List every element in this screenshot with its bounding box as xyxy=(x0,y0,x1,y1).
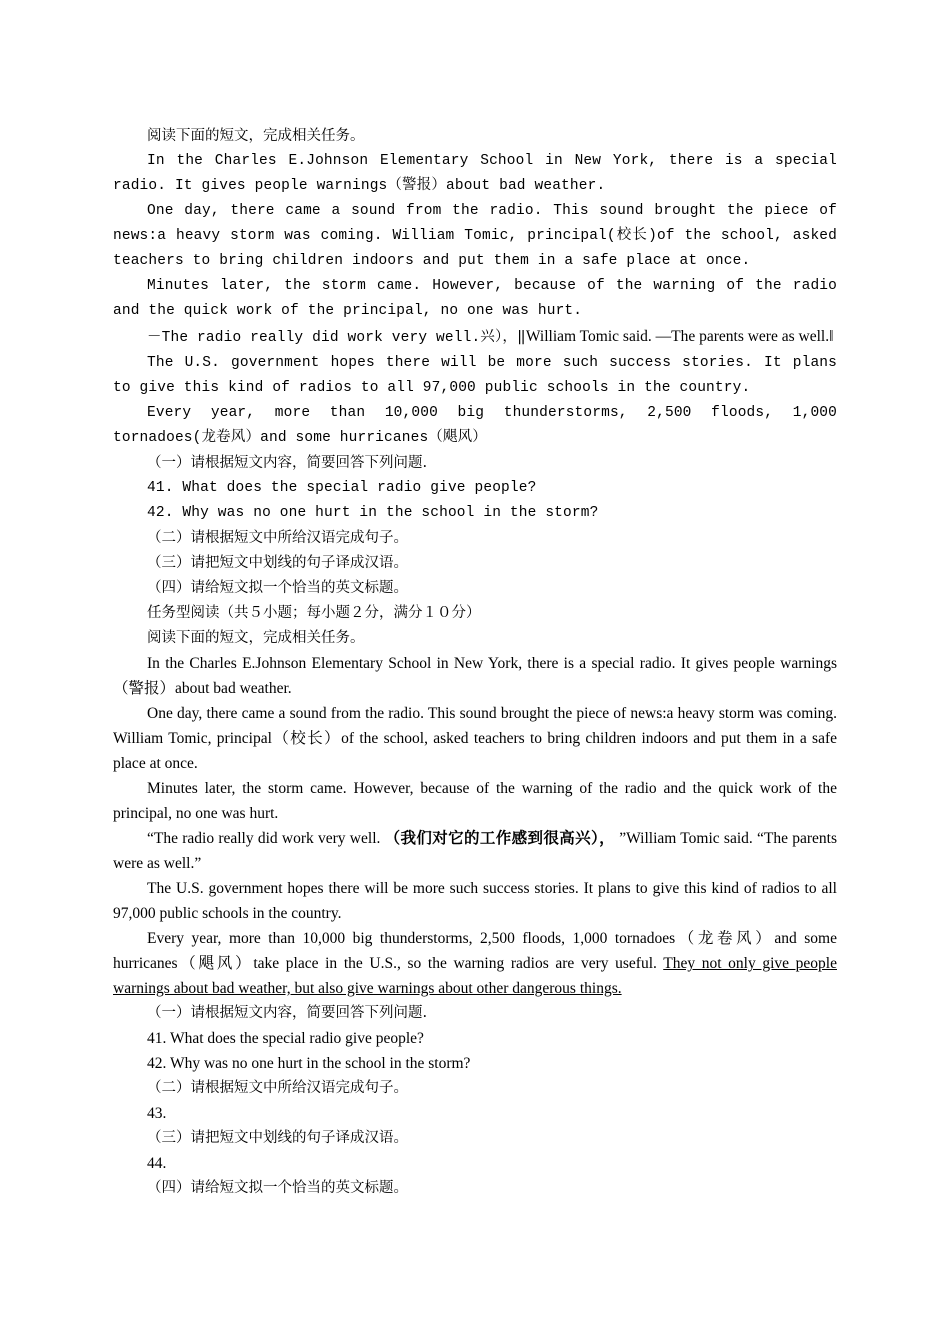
section-2-heading: （二）请根据短文中所给汉语完成句子。 xyxy=(147,1080,408,1096)
quote-start: “The radio really did work very well. xyxy=(147,830,385,847)
section-1-heading: （一）请根据短文内容，简要回答下列问题. xyxy=(147,455,428,471)
main-version-section xyxy=(113,601,837,1201)
question-44: 44. xyxy=(147,1155,167,1172)
passage-paragraph-3: Minutes later, the storm came. However, because of the warning of the radio and the quick work of the principal, no one was hurt. xyxy=(113,780,837,822)
instruction-text: 阅读下面的短文，完成相关任务。 xyxy=(147,128,365,144)
quote-end: William Tomic said. —The parents were as well.‖ xyxy=(525,328,834,345)
passage-paragraph-3: Minutes later, the storm came. However, because of the warning of the radio and the quick work of the principal, no one was hurt. xyxy=(113,278,837,319)
section-4-heading: （四）请给短文拟一个恰当的英文标题。 xyxy=(147,580,408,596)
question-42: 42. Why was no one hurt in the school in the storm? xyxy=(147,1055,471,1072)
section-3-heading: （三）请把短文中划线的句子译成汉语。 xyxy=(147,555,408,571)
passage-paragraph-5: The U.S. government hopes there will be more such success stories. It plans to give this kind of radios to all 97,000 public schools in the country. xyxy=(113,880,837,922)
quote-end: ”William Tomic said. “The parents were as well.” xyxy=(113,830,837,872)
chinese-prompt-bold: （我们对它的工作感到很高兴）， xyxy=(384,830,616,847)
passage-paragraph-6: Every year, more than 10,000 big thunderstorms, 2,500 floods, 1,000 tornadoes(龙卷风）and some hurricanes（飓风） xyxy=(113,405,837,446)
section-4-heading: （四）请给短文拟一个恰当的英文标题。 xyxy=(147,1180,408,1196)
passage-paragraph-6 xyxy=(113,926,837,1001)
question-41: 41. What does the special radio give people? xyxy=(147,480,537,496)
question-41: 41. What does the special radio give people? xyxy=(147,1030,424,1047)
paragraph-6-text: Every year, more than 10,000 big thunderstorms, 2,500 floods, 1,000 tornadoes（龙卷风）and some hurricanes（飓风）take place in the U.S., so the warning radios are very useful. xyxy=(113,930,837,972)
question-43: 43. xyxy=(147,1105,167,1122)
section-1-heading: （一）请根据短文内容，简要回答下列问题. xyxy=(147,1005,428,1021)
section-2-heading: （二）请根据短文中所给汉语完成句子。 xyxy=(147,530,408,546)
section-3-heading: （三）请把短文中划线的句子译成汉语。 xyxy=(147,1130,408,1146)
top-version-section xyxy=(113,124,837,601)
task-heading: 任务型阅读（共５小题；每小题２分，满分１０分） xyxy=(147,605,481,621)
question-42: 42. Why was no one hurt in the school in the storm? xyxy=(147,505,599,521)
passage-paragraph-2: One day, there came a sound from the radio. This sound brought the piece of news:a heavy storm was coming. William Tomic, principal（校长）of the school, asked teachers to bring children indoors and put them in a safe place at once. xyxy=(113,705,837,772)
passage-paragraph-1: In the Charles E.Johnson Elementary School in New York, there is a special radio. It gives people warnings（警报）about bad weather. xyxy=(113,655,837,697)
passage-paragraph-4 xyxy=(113,826,837,876)
quote-start: －The radio really did work very well.兴），‖ xyxy=(147,330,526,346)
passage-paragraph-1: In the Charles E.Johnson Elementary School in New York, there is a special radio. It gives people warnings（警报）about bad weather. xyxy=(113,153,837,194)
underlined-sentence: They not only give people warnings about bad weather, but also give warnings about other dangerous things. xyxy=(113,955,837,997)
passage-paragraph-5: The U.S. government hopes there will be more such success stories. It plans to give this kind of radios to all 97,000 public schools in the country. xyxy=(113,355,837,396)
passage-paragraph-4 xyxy=(113,324,837,351)
passage-paragraph-2: One day, there came a sound from the radio. This sound brought the piece of news:a heavy storm was coming. William Tomic, principal(校长)of the school, asked teachers to bring children indoors and put them in a safe place at once. xyxy=(113,203,837,269)
document-body xyxy=(113,124,837,1201)
instruction-text: 阅读下面的短文，完成相关任务。 xyxy=(147,630,365,646)
